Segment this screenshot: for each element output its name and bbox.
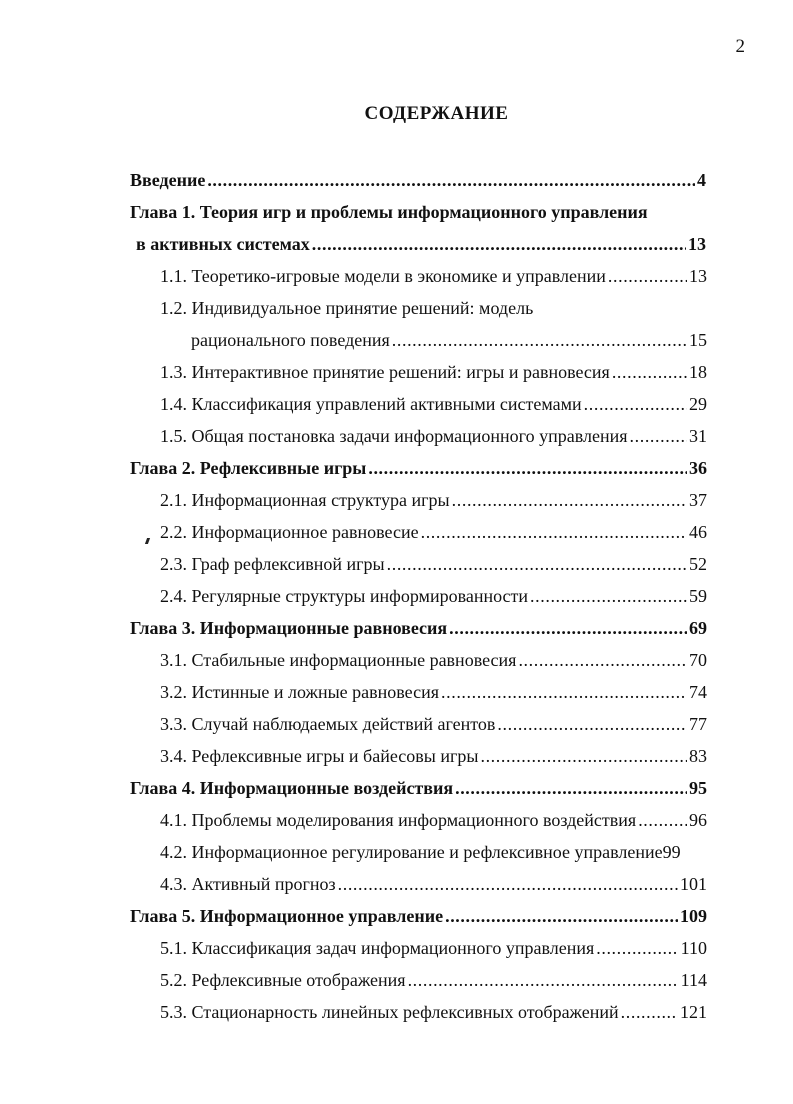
toc-entry-page: 13 xyxy=(689,266,707,286)
toc-entry-label: 1.1. Теоретико-игровые модели в экономике и управлении xyxy=(160,266,606,286)
dot-leader xyxy=(584,393,687,415)
toc-entry-page: 101 xyxy=(680,874,707,894)
toc-entry-label: Глава 4. Информационные воздействия xyxy=(130,778,454,798)
dot-leader xyxy=(630,425,687,447)
toc-entry-label: 2.2. Информационное равновесие xyxy=(160,522,419,542)
dot-leader xyxy=(530,585,687,607)
toc-section-2-4[interactable] xyxy=(160,585,707,607)
toc-entry-page: 74 xyxy=(689,682,707,702)
toc-entry-page: 69 xyxy=(689,618,707,638)
toc-entry-label: 4.1. Проблемы моделирования информационного воздействия xyxy=(160,810,637,830)
dot-leader xyxy=(387,553,687,575)
dot-leader xyxy=(455,777,687,799)
toc-entry-label: 5.1. Классификация задач информационного управления xyxy=(160,938,595,958)
page-number: 2 xyxy=(735,36,745,57)
toc-entry-page: 114 xyxy=(680,970,707,990)
toc-entry-label: Глава 2. Рефлексивные игры xyxy=(130,458,367,478)
dot-leader xyxy=(612,361,687,383)
toc-section-4-2[interactable]: 4.2. Информационное регулирование и рефлексивное управление99 xyxy=(160,842,681,862)
dot-leader xyxy=(480,745,687,767)
toc-section-1-4[interactable] xyxy=(160,393,707,415)
toc-section-3-2[interactable] xyxy=(160,681,707,703)
dot-leader xyxy=(452,489,687,511)
toc-entry-page: 121 xyxy=(680,1002,707,1022)
toc-entry-page: 110 xyxy=(680,938,707,958)
toc-section-1-2[interactable] xyxy=(191,329,707,351)
toc-entry-page: 29 xyxy=(689,394,707,414)
toc-entry-label: 1.5. Общая постановка задачи информационного управления xyxy=(160,426,628,446)
dot-leader xyxy=(596,937,678,959)
toc-entry-page: 109 xyxy=(680,906,707,926)
toc-section-4-3[interactable] xyxy=(160,873,707,895)
toc-chapter-3[interactable] xyxy=(130,617,707,639)
toc-entry-label: 3.2. Истинные и ложные равновесия xyxy=(160,682,440,702)
toc-entry-page: 37 xyxy=(689,490,707,510)
toc-entry-page: 18 xyxy=(689,362,707,382)
toc-chapter-4[interactable] xyxy=(130,777,707,799)
toc-entry-label: 5.2. Рефлексивные отображения xyxy=(160,970,406,990)
toc-section-5-3[interactable] xyxy=(160,1001,707,1023)
dot-leader xyxy=(441,681,687,703)
toc-entry-label: 3.4. Рефлексивные игры и байесовы игры xyxy=(160,746,479,766)
toc-entry-label: 3.3. Случай наблюдаемых действий агентов xyxy=(160,714,496,734)
dot-leader xyxy=(621,1001,678,1023)
toc-section-1-3[interactable] xyxy=(160,361,707,383)
toc-entry-intro[interactable] xyxy=(130,169,706,191)
toc-chapter-1-title-line1[interactable]: Глава 1. Теория игр и проблемы информационного управления xyxy=(130,202,648,222)
toc-section-3-3[interactable] xyxy=(160,713,707,735)
toc-entry-label: 1.3. Интерактивное принятие решений: игры и равновесия xyxy=(160,362,610,382)
toc-entry-page: 36 xyxy=(689,458,707,478)
toc-entry-page: 46 xyxy=(689,522,707,542)
toc-entry-label: Глава 5. Информационное управление xyxy=(130,906,444,926)
toc-entry-label: 2.3. Граф рефлексивной игры xyxy=(160,554,385,574)
toc-section-2-3[interactable] xyxy=(160,553,707,575)
toc-chapter-2[interactable] xyxy=(130,457,707,479)
toc-section-1-2-line1[interactable]: 1.2. Индивидуальное принятие решений: модель xyxy=(160,298,534,318)
dot-leader xyxy=(497,713,687,735)
toc-entry-page: 83 xyxy=(689,746,707,766)
toc-entry-label: Глава 3. Информационные равновесия xyxy=(130,618,448,638)
toc-entry-page: 4 xyxy=(697,170,706,190)
toc-entry-label: 3.1. Стабильные информационные равновесия xyxy=(160,650,517,670)
toc-entry-page: 96 xyxy=(689,810,707,830)
toc-entry-label: 5.3. Стационарность линейных рефлексивных отображений xyxy=(160,1002,619,1022)
toc-entry-page: 13 xyxy=(688,234,706,254)
dot-leader xyxy=(608,265,687,287)
dot-leader xyxy=(445,905,678,927)
toc-entry-page: 31 xyxy=(689,426,707,446)
toc-entry-page: 15 xyxy=(689,330,707,350)
toc-section-2-2[interactable] xyxy=(160,521,707,543)
toc-entry-label: 2.4. Регулярные структуры информированности xyxy=(160,586,529,606)
toc-entry-label: Введение xyxy=(130,170,206,190)
dot-leader xyxy=(368,457,687,479)
toc-chapter-5[interactable] xyxy=(130,905,707,927)
toc-entry-label: рационального поведения xyxy=(191,330,390,350)
toc-entry-page: 77 xyxy=(689,714,707,734)
toc-entry-label: 2.1. Информационная структура игры xyxy=(160,490,450,510)
toc-entry-page: 52 xyxy=(689,554,707,574)
toc-entry-page: 70 xyxy=(689,650,707,670)
toc-section-1-5[interactable] xyxy=(160,425,707,447)
toc-entry-label: в активных системах xyxy=(136,234,310,254)
toc-section-5-1[interactable] xyxy=(160,937,707,959)
dot-leader xyxy=(638,809,687,831)
toc-entry-page: 59 xyxy=(689,586,707,606)
dot-leader xyxy=(207,169,695,191)
toc-section-1-1[interactable] xyxy=(160,265,707,287)
dot-leader xyxy=(408,969,679,991)
toc-entry-page: 95 xyxy=(689,778,707,798)
dot-leader xyxy=(312,233,686,255)
dot-leader xyxy=(518,649,687,671)
toc-section-3-1[interactable] xyxy=(160,649,707,671)
toc-chapter-1[interactable] xyxy=(136,233,706,255)
stray-ink-mark xyxy=(145,538,150,544)
toc-section-3-4[interactable] xyxy=(160,745,707,767)
page-title: СОДЕРЖАНИЕ xyxy=(364,103,509,124)
toc-section-5-2[interactable] xyxy=(160,969,707,991)
dot-leader xyxy=(392,329,687,351)
toc-entry-label: 1.4. Классификация управлений активными системами xyxy=(160,394,582,414)
toc-entry-label: 4.3. Активный прогноз xyxy=(160,874,336,894)
toc-section-2-1[interactable] xyxy=(160,489,707,511)
toc-section-4-1[interactable] xyxy=(160,809,707,831)
dot-leader xyxy=(338,873,678,895)
dot-leader xyxy=(449,617,687,639)
dot-leader xyxy=(421,521,687,543)
